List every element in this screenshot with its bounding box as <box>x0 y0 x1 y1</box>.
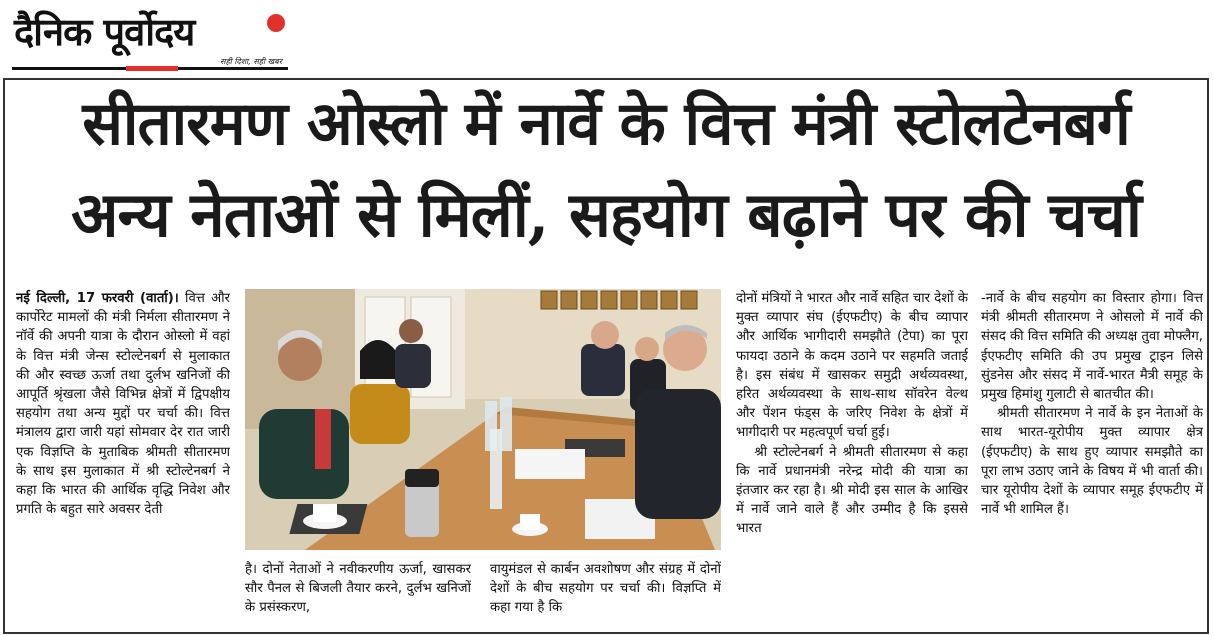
article-column-1 <box>16 289 230 633</box>
column-4-paragraph-2: श्री स्टोल्टेनबर्ग ने श्रीमती सीतारमण से कहा कि नार्वे प्रधानमंत्री नरेन्द्र मोदी की यात्रा का इंतजार कर रहा है। श्री मोदी इस साल के आखिर में नार्वे जाने वाले हैं और उम्मीद है कि इससे भारत <box>736 444 968 537</box>
tagline: सही दिशा, सही खबर <box>217 57 282 67</box>
headline-line-1: सीतारमण ओस्लो में नार्वे के वित्त मंत्री स्टोलटेनबर्ग <box>82 89 1130 159</box>
column-3-text: वायुमंडल से कार्बन अवशोषण और संग्रह में दोनों देशों के बीच सहयोग पर चर्चा की। विज्ञप्ति में कहा गया है कि <box>490 562 721 616</box>
dateline: नई दिल्ली, 17 फरवरी (वार्ता)। <box>16 291 179 306</box>
article-column-5 <box>981 289 1203 633</box>
logo-sun-icon <box>267 14 285 32</box>
meeting-photo <box>245 289 721 550</box>
newspaper-logo: दैनिक पूर्वोदय <box>14 10 195 54</box>
article-column-2 <box>245 560 471 634</box>
column-5-paragraph-2: श्रीमती सीतारमण ने नार्वे के इन नेताओं के साथ भारत-यूरोपीय मुक्त व्यापार क्षेत्र (ईएफटीए) के साथ हुए व्यापार समझौते का पूरा लाभ उठाए जाने के विषय में भी वार्ता की। चार यूरोपीय देशों के व्यापार समूह ईएफटीए में नार्वे भी शामिल हैं। <box>981 406 1203 518</box>
column-2-text: है। दोनों नेताओं ने नवीकरणीय ऊर्जा, खासकर सौर पैनल से बिजली तैयार करने, दुर्लभ खनिजों के प्रसंस्करण, <box>245 562 471 616</box>
article-column-3 <box>490 560 721 634</box>
masthead <box>12 6 288 74</box>
column-4-paragraph-1: दोनों मंत्रियों ने भारत और नार्वे सहित चार देशों के मुक्त व्यापार संघ (ईएफटीए) के बीच व्यापार और आर्थिक भागीदारी समझौते (टेपा) का पूरा फायदा उठाने के कदम उठाने पर सहमति जताई है। इस संबंध में खासकर समुद्री अर्थव्यवस्था, हरित अर्थव्यवस्था के साथ-साथ सॉवरेन वेल्थ और पेंशन फंड्स के जरिए निवेश के क्षेत्रों में भागीदारी पर महत्वपूर्ण चर्चा हुई। <box>736 291 968 441</box>
article-column-4 <box>736 289 968 633</box>
masthead-rule <box>12 57 288 71</box>
headline-line-2: अन्य नेताओं से मिलीं, सहयोग बढ़ाने पर की चर्चा <box>71 178 1141 251</box>
column-5-paragraph-1: -नार्वे के बीच सहयोग का विस्तार होगा। वित्त मंत्री श्रीमती सीतारमण ने ओसलो में नार्वे की संसद की वित्त समिति की अध्यक्ष तुवा मोफ्लैग, ईएफटीए समिति की उप प्रमुख ट्राइन लिसे सुंडनेस और संसद में नार्वे-भारत मैत्री समूह के प्रमुख हिमांशु गुलाटी से बातचीत की। <box>981 291 1203 403</box>
column-1-text: वित्त और कार्पोरेट मामलों की मंत्री निर्मला सीतारमण ने नॉर्वे की अपनी यात्रा के दौरान ओस्लो में वहां के वित्त मंत्री जेन्स स्टोल्टेनबर्ग से मुलाकात की और स्वच्छ ऊर्जा तथा दुर्लभ खनिजों की आपूर्ति श्रृंखला जैसे विभिन्न क्षेत्रों में द्विपक्षीय सहयोग तथा अन्य मुद्दों पर चर्चा की। वित्त मंत्रालय द्वारा जारी यहां सोमवार देर रात जारी एक विज्ञप्ति के मुताबिक श्रीमती सीतारमण के साथ इस मुलाकात में श्री स्टोल्टेनबर्ग ने कहा कि भारत की आर्थिक वृद्धि निवेश और प्रगति के बहुत सारे अवसर देती <box>16 291 230 518</box>
